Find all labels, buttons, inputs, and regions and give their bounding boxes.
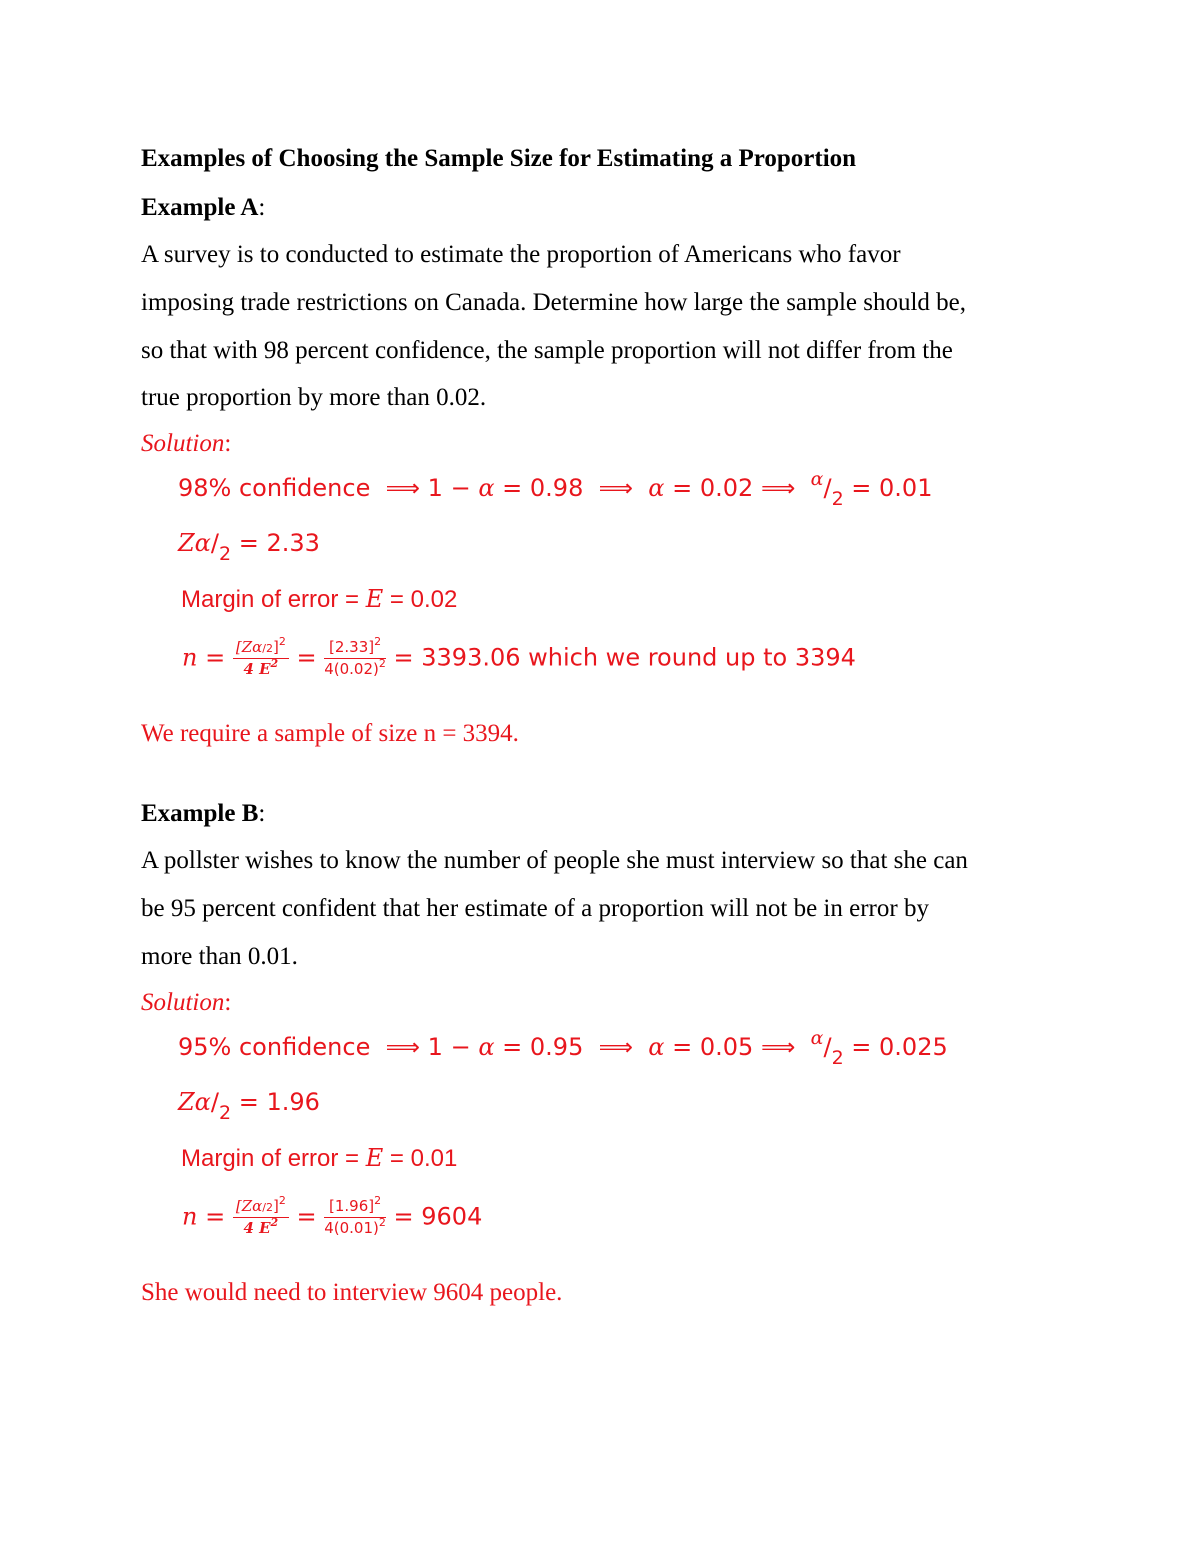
example-a-problem-line-4: true proportion by more than 0.02. xyxy=(141,384,487,411)
example-b-conclusion: She would need to interview 9604 people. xyxy=(141,1279,563,1306)
example-b-heading: Example B xyxy=(141,800,259,827)
example-a-confidence-equation: 98% confidence ⟹ 1 − α = 0.98 ⟹ α = 0.02 ⟹ $^\alpha/_2 = 0.01$ xyxy=(178,468,933,510)
example-b-conf-percent: 95% confidence xyxy=(178,1033,371,1061)
page-title: Examples of Choosing the Sample Size for Estimating a Proportion xyxy=(141,145,857,172)
example-a-solution-label: Solution: xyxy=(141,430,232,457)
example-a-z-equation: $Z\alpha/_2 = 2.33$ xyxy=(178,529,320,565)
example-a-heading: Example A xyxy=(141,194,259,221)
example-a-margin-line: Margin of error = E = 0.02 xyxy=(181,585,458,613)
example-b-problem-line-2: be 95 percent confident that her estimate of a proportion will not be in error by xyxy=(141,895,929,922)
example-a-result: 3393.06 which we round up to 3394 xyxy=(421,643,856,672)
example-a-conclusion: We require a sample of size n = 3394. xyxy=(141,720,519,747)
example-b-margin-line: Margin of error = E = 0.01 xyxy=(181,1144,458,1172)
example-a-n-formula: n = $\frac{[Z\alpha/2]^2}{4 E^2}$ = $\frac{[2.33]^2}{4(0.02)^2}$ = 3393.06 which we round up to 3394 xyxy=(182,635,856,678)
example-a-problem-line-3: so that with 98 percent confidence, the sample proportion will not differ from the xyxy=(141,337,953,364)
example-a-problem-line-2: imposing trade restrictions on Canada. Determine how large the sample should be, xyxy=(141,289,967,316)
example-a-problem-line-1: A survey is to conducted to estimate the proportion of Americans who favor xyxy=(141,241,901,268)
example-a-conf-percent: 98% confidence xyxy=(178,474,371,502)
example-b-z-equation: $Z\alpha/_2 = 1.96$ xyxy=(178,1088,320,1124)
example-a-heading-line: Example A: xyxy=(141,194,266,221)
example-b-heading-line: Example B: xyxy=(141,800,266,827)
example-b-problem-line-1: A pollster wishes to know the number of people she must interview so that she can xyxy=(141,847,968,874)
example-b-n-formula: n = $\frac{[Z\alpha/2]^2}{4 E^2}$ = $\frac{[1.96]^2}{4(0.01)^2}$ = 9604 xyxy=(182,1194,483,1237)
example-b-problem-line-3: more than 0.01. xyxy=(141,943,298,970)
example-b-result: 9604 xyxy=(421,1202,483,1231)
example-b-solution-label: Solution: xyxy=(141,989,232,1016)
example-b-confidence-equation: 95% confidence ⟹ 1 − α = 0.95 ⟹ α = 0.05 ⟹ $^\alpha/_2 = 0.025$ xyxy=(178,1027,948,1069)
